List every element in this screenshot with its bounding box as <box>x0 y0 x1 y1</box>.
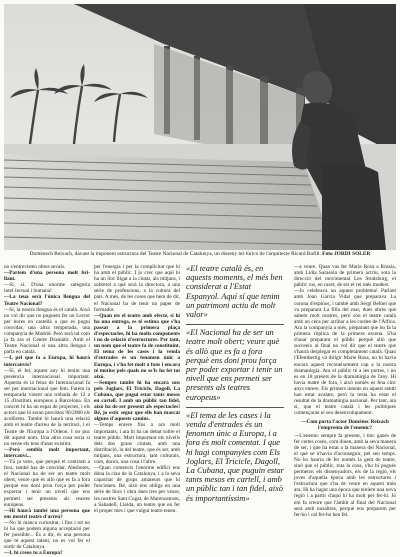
photo-domenec-reixach <box>4 4 396 250</box>
pull-quote: «El teatre català és, en aquests moments, el més ben considerat a l'Estat Espanyol. Aquí sí que tenim un patrimoni actiu de molt valor» <box>186 264 283 320</box>
question: —Sempre també hi ha encara uns pels Juglars, El Tricicle, Dagoll, La Cubana, que pugui estar tants mesos en cartell. I amb un públic tan fidel, això ha de ser present als espectacles! Bé, jo estic segur que ells han marcat alguns d'aquests camins. <box>94 379 180 423</box>
caption-text: Domènech Reixach, davant la imponent estructura del Teatre Nacional de Catalunya, un disseny tel·lúrico de l'arquitecte Ricard Bofill. <box>29 251 321 257</box>
article-column-1 <box>4 264 90 557</box>
paragraph: —Tú ja veus, que perquè el contrasti a fora, també has de convidar. Aleshores, el Nacional ha de ser un teatre molt obert, veure què és allò que es fa a fora perquè ens doni prou força per poder exportar i tenir un nivell que ens permeti ser presents als teatres europeus. <box>4 459 90 508</box>
pull-quotes-column <box>186 264 284 516</box>
section-subhead: —Com porta l'actor Domènec Reixach l'emprenta de l'enemic? <box>301 419 389 432</box>
question: —Quan ets el teatre amb efecte, si hi ha una entrega, es té estima que s'ha passat a la primera plaça d'espectacles, hi ha molts components i no de relació d'estructures. Per tant, un nom que el teatre fa de constituint. El tema de les cases i la venda d'entrades és un fenomen únic a Europa, i s'ha fet molt a fons i encara té motius pels quals no se'ls ha fet tot això. <box>94 312 180 380</box>
divider <box>186 407 284 408</box>
question: —Partem d'una persona molt bri- llant. <box>4 270 90 283</box>
paragraph: —a veure. Quan vas fer Marie Rosa a Rússia, amb Lídia Sarasola de primera actriu, sota la direcció del movimental Les Stralsburg, el públic rus, en ruset, de ser el rei més modest. <box>294 264 396 289</box>
question: —I, hi creus tu a Europa? <box>4 550 63 557</box>
pull-quote: «El Nacional ha de ser un teatre molt obert; veure què és allò que es fa a fora perquè ens doni prou força per poder exportar i tenir un nivell que ens permeti ser presents als teatres europeus» <box>186 328 283 402</box>
photo-caption <box>4 251 396 263</box>
question: —Hi haurà també una persona que ens mostri teatre d'arreu? <box>4 507 90 520</box>
paragraph: —Sí, la nostra llengua és el català. Això no vol dir que no puguem fer un Lector per hores en castellà o que es pugui convidar, una altra temporada, una companyia de Madrid. Però serà tal com ja fa ara el Centre Dramàtic. Amb el Teatre Nacional si una altra llengua i parla en català. <box>4 306 90 356</box>
paragraph: —Quan comencis l'enorme edifici ens dóna la clau de la Catalunya, i a la seva capacitat de grups amateurs que hi funcionen. Bé, això ens obliga en una sèrie de llocs i obra dues tres per veure, les nostres Sant Cugat, de Marenostrum, a Sabadell, Lleida, un teatre que en fer el proper mes i que vulgui teatre tenen. <box>94 465 180 514</box>
paragraph: per l'energia i per la complicitat que hi ha amb el públic. I jo crec que aquí hi ha un lloc lligat a la ciutat, als mitjans, i sobretot a què serà la directora, a una sèrie de professions, a la cultura del país. A més, de les coses que hem de dir, el Nacional ha de tenir un paper de formador. <box>94 264 180 313</box>
question: —La teua serà l'única llengua del Teatre Nacional? <box>4 294 90 307</box>
article-column-2 <box>94 264 180 516</box>
question: —I, pel que fa a Europa, hi haurà intercanvis? <box>4 355 90 368</box>
article-column-4 <box>294 264 396 516</box>
question: —Però sembla molt important, intercanvi... <box>4 446 90 459</box>
divider <box>186 324 284 325</box>
pull-quote: «El tema de les cases i la venda d'entrades és un fenomen únic a Europa, i a fora és molt comentat. I que hi hagi companyies com Els Joglars, El Tricicle, Dagoll, La Cubana, que puguin estar tants mesos en cartell, i amb un públic tan i tan fidel, això és importantíssim» <box>186 410 284 503</box>
paragraph: —Sí, el fet, aquest any hi tenim una presència internacional important. Aquesta és la feina de Internacional fa ser per internacional que fem. Farem la temporada vinent una trobada de 12 a 15 d'instituts europeus a Barcelona. En concret hi ha un espai de projectes, i els actors que hi seran previstos 90/2000 els acollirem. També hi haurà una relació amb el teatre d'arreu de la territori, i el Teatre de l'Europa a l'Odeon. I no puc dir aquest nom. Una altra cosa seria si no sense els teus d'anar existint. <box>4 367 90 447</box>
paragraph: —L'enemic sempre fa present, i tinc ganes de fer certes coses, com diuen, amb la seva manera de ser, i que ha estat a la manera del Nacional, el què se n'havia d'aconseguir, pel seu temps. No ho hauria de fer només la gent de teatre, sinó que el públic, tota la cosa, s'ho hi pogués permetre; els dissenyadors, els de la regió, els joves d'aquella època amb les estructures i l'estructura que s'ha de veure en aquest món ara. Hi ha hagut una època que teníem una nova regió i a partir d'aquí hi ha molt per fer-hi. Jo em fa creure que l'àmbit al final del Nacional serà amb nosaltres, perquè ens preparem per fer-ho i cal fer-ho ben fet. <box>294 432 396 518</box>
paragraph: —Jo celebrava un aquest problema! Parlant amb Joan Garcia Vidal que preparava La corona d'espinos, i també amb Sergi Belbel que va preparant La filla del mar, dues obres que sabem molt nostres, però són el teatre català amb un cens per arribar a les cordes de l'Àlfica. Ara la companyia a més, preparant que ho fa la primera ròplica de la primera escena. S'ha d'anar preparant el públic perquè allò que succeeix al final no vol dir que el teatre que s'haurà desplegat es completament català. Quan l'Efembertig va dirigir Marie Rosa, no hi havia encara aquest reconeixement cap a la nostra dramatúrgia. Ara el públic té a les portes, i no es en 18 presets de la dramatúrgia de l'any. Hi havia teatre de fora, i això només es feia cinc anys enrere. Els primers intents en aquest sentit han estat avalats, però la resta ha estat el resultat de la dramatúrgia nacional. Per tant, ara sí, que el teatre català i les polítiques començaran el seu desenvolupament. <box>294 288 396 417</box>
paragraph: —Temps enrere fins a ara molt importants, i ara hi ha un debat sobre el teatre públic. Molt important els nivells dels dos grans ciutats, amb una distribució, la del teatre, que és ser, amb mitjans, una estructura, tant culturals, com, doncs, una cosa i l'altre. <box>94 422 180 465</box>
paragraph: no s'entrevisten obres sevals. <box>4 264 66 270</box>
paragraph: —Si, sí. D'una enorme categoria intel·lectual i humana! <box>4 282 90 295</box>
paragraph: —No hi manca curiositat, i fins i tot no hi ha que podem alguna acceptació per fer possible... És a dir, és una persona que té aquest talent, no es vol fer el sortir de Catalunya. <box>4 519 90 551</box>
caption-credit: Foto JORDI SOLER <box>322 251 371 257</box>
